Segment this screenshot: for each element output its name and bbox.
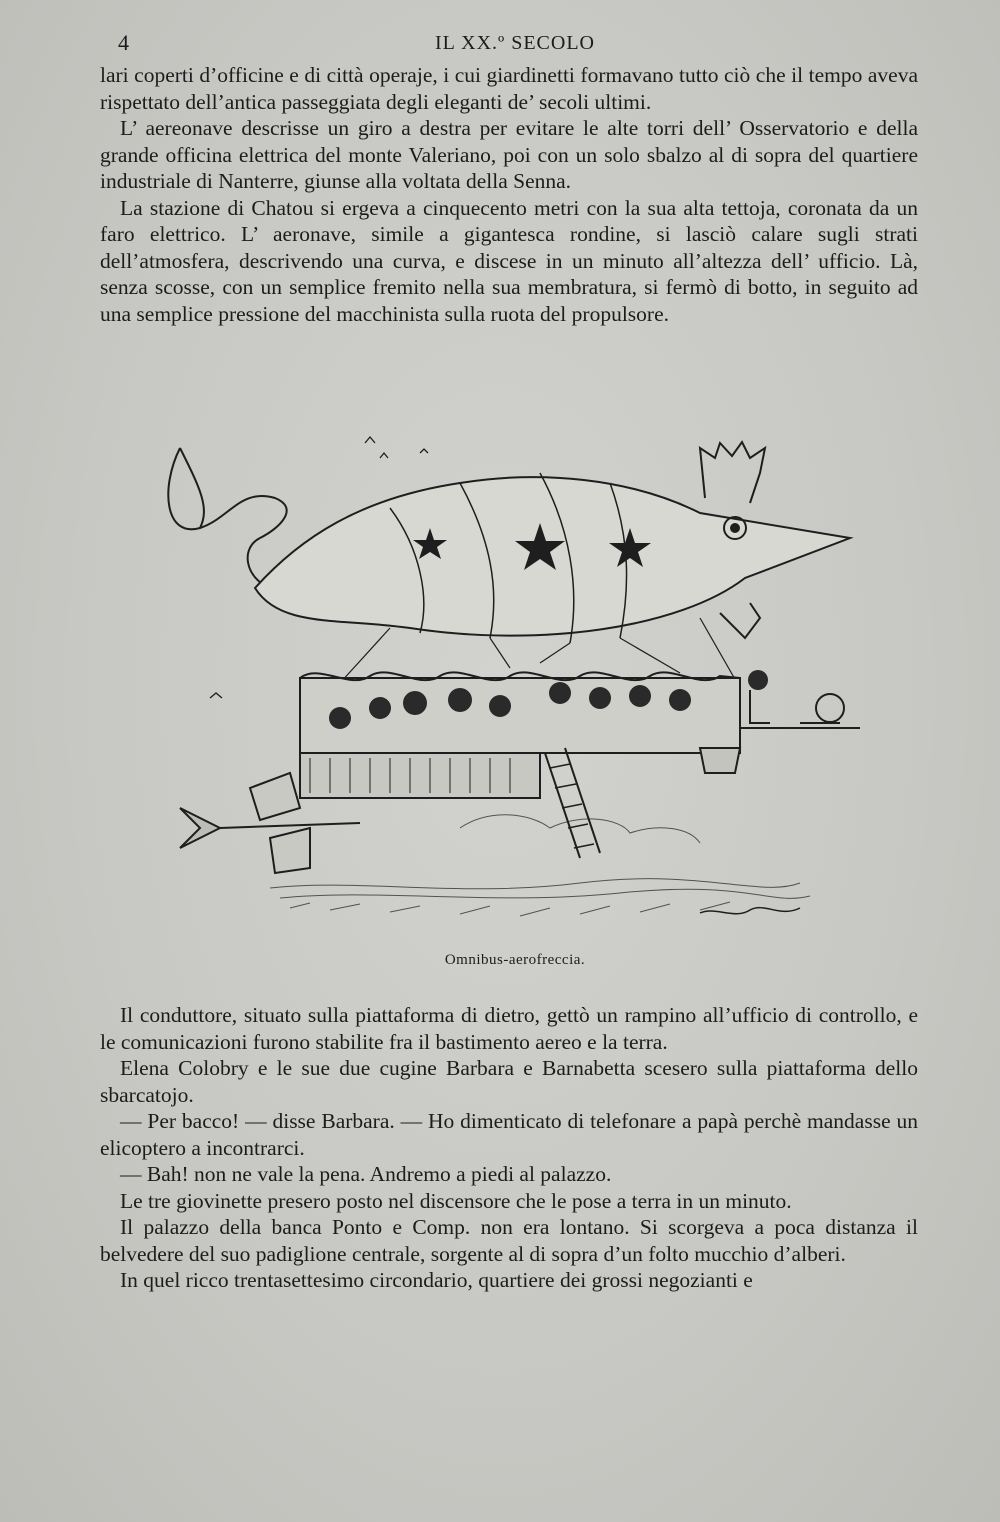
page-header [100,30,930,60]
paragraph: — Per bacco! — disse Barbara. — Ho dimenticato di telefonare a papà perchè mandasse un elicoptero a incontrarci. [100,1109,918,1160]
balloon-body [255,477,850,636]
fish-tail [168,448,286,588]
dorsal-fin [700,442,765,503]
paragraph: Le tre giovinette presero posto nel discensore che le pose a terra in un minuto. [120,1188,792,1213]
page-number: 4 [118,30,129,55]
artist-signature [700,908,800,914]
paragraph: Il conduttore, situato sulla piattaforma di dietro, gettò un rampino all’ufficio di controllo, e le comunicazioni furono stabilite fra il bastimento aereo e la terra. [100,1003,918,1054]
running-title: IL XX.º SECOLO [434,32,595,54]
paragraph: — Bah! non ne vale la pena. Andremo a piedi al palazzo. [120,1162,612,1186]
text-block-top [100,62,918,327]
paragraph: lari coperti d’officine e di città operaje, i cui giardinetti formavano tutto ciò che il tempo aveva rispettato dell’antica passeggiata degli eleganti de’ secoli ultimi. [100,63,918,114]
gondola-base [300,753,540,798]
text-block-bottom [100,1002,918,1294]
paragraph: In quel ricco trentasettesimo circondario, quartiere dei grossi negozianti e [120,1268,753,1292]
paragraph: Elena Colobry e le sue due cugine Barbara e Barnabetta scesero sulla piattaforma dello sbarcatojo. [100,1056,918,1107]
paragraph: L’ aereonave descrisse un giro a destra per evitare le alte torri dell’ Osservatorio e della grande officina elettrica del monte Valeriano, poi con un solo sbalzo al di sopra del quartiere industriale di Nanterre, giunse alla voltata della Senna. [100,116,918,193]
ground-scribble [270,815,810,916]
gondola-cabin [300,678,740,753]
figure-caption: Omnibus-aerofreccia. [444,952,586,968]
paragraph: La stazione di Chatou si ergeva a cinquecento metri con la sua alta tettoja, coronata da un faro elettrico. L’ aeronave, simile a gigantesca rondine, si lasciò calare sugli strati dell’atmosfera, descrivendo una curva, e discese in un minuto all’altezza dell’ ufficio. Là, senza scosse, con un semplice fremito nella sua membratura, si fermò di botto, in seguito ad una semplice pressione del macchinista sulla ruota del propulsore. [100,195,918,326]
paragraph: Il palazzo della banca Ponto e Comp. non era lontano. Si scorgeva a poca distanza il belvedere del suo padiglione centrale, sorgente al di sopra d’un folto mucchio d’alberi. [100,1215,918,1266]
illustration-omnibus-aerofreccia [160,428,880,948]
ladder [545,748,600,858]
